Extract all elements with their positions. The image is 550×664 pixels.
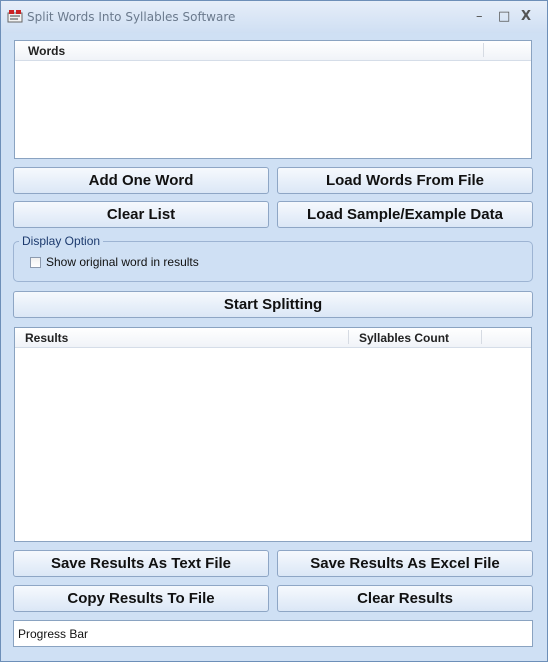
load-sample-data-label: Load Sample/Example Data bbox=[307, 206, 503, 223]
clear-results-label: Clear Results bbox=[357, 590, 453, 607]
save-results-excel-button[interactable] bbox=[277, 550, 533, 577]
clear-list-label: Clear List bbox=[106, 206, 176, 223]
close-button[interactable]: X bbox=[521, 9, 532, 24]
save-results-text-button[interactable] bbox=[13, 550, 269, 577]
words-list[interactable] bbox=[14, 40, 532, 159]
start-splitting-button[interactable] bbox=[13, 291, 533, 318]
load-words-from-file-label: Load Words From File bbox=[325, 172, 485, 189]
progress-bar bbox=[13, 620, 533, 647]
save-results-text-label: Save Results As Text File bbox=[50, 555, 232, 572]
column-header-words[interactable]: Words bbox=[28, 44, 66, 58]
copy-results-label: Copy Results To File bbox=[67, 590, 215, 607]
title-bar[interactable] bbox=[1, 1, 547, 33]
words-list-header bbox=[15, 41, 531, 61]
window-title: Split Words Into Syllables Software bbox=[27, 10, 236, 24]
minimize-button[interactable]: – bbox=[476, 9, 483, 24]
maximize-button[interactable]: □ bbox=[498, 9, 511, 24]
add-one-word-button[interactable] bbox=[13, 167, 269, 194]
start-splitting-label: Start Splitting bbox=[223, 296, 323, 313]
column-header-syllables-count[interactable]: Syllables Count bbox=[359, 331, 450, 345]
show-original-label[interactable]: Show original word in results bbox=[46, 255, 199, 269]
results-list-header bbox=[15, 328, 531, 348]
load-words-from-file-button[interactable] bbox=[277, 167, 533, 194]
progress-label: Progress Bar bbox=[18, 627, 89, 641]
show-original-checkbox[interactable] bbox=[30, 257, 41, 268]
add-one-word-label: Add One Word bbox=[88, 172, 194, 189]
load-sample-data-button[interactable] bbox=[277, 201, 533, 228]
column-separator[interactable] bbox=[348, 330, 349, 344]
copy-results-button[interactable] bbox=[13, 585, 269, 612]
column-separator[interactable] bbox=[481, 330, 482, 344]
column-separator[interactable] bbox=[483, 43, 484, 57]
save-results-excel-label: Save Results As Excel File bbox=[310, 555, 500, 572]
clear-list-button[interactable] bbox=[13, 201, 269, 228]
results-list[interactable] bbox=[14, 327, 532, 542]
display-option-title: Display Option bbox=[19, 234, 103, 248]
column-header-results[interactable]: Results bbox=[25, 331, 69, 345]
clear-results-button[interactable] bbox=[277, 585, 533, 612]
app-icon bbox=[7, 9, 23, 24]
